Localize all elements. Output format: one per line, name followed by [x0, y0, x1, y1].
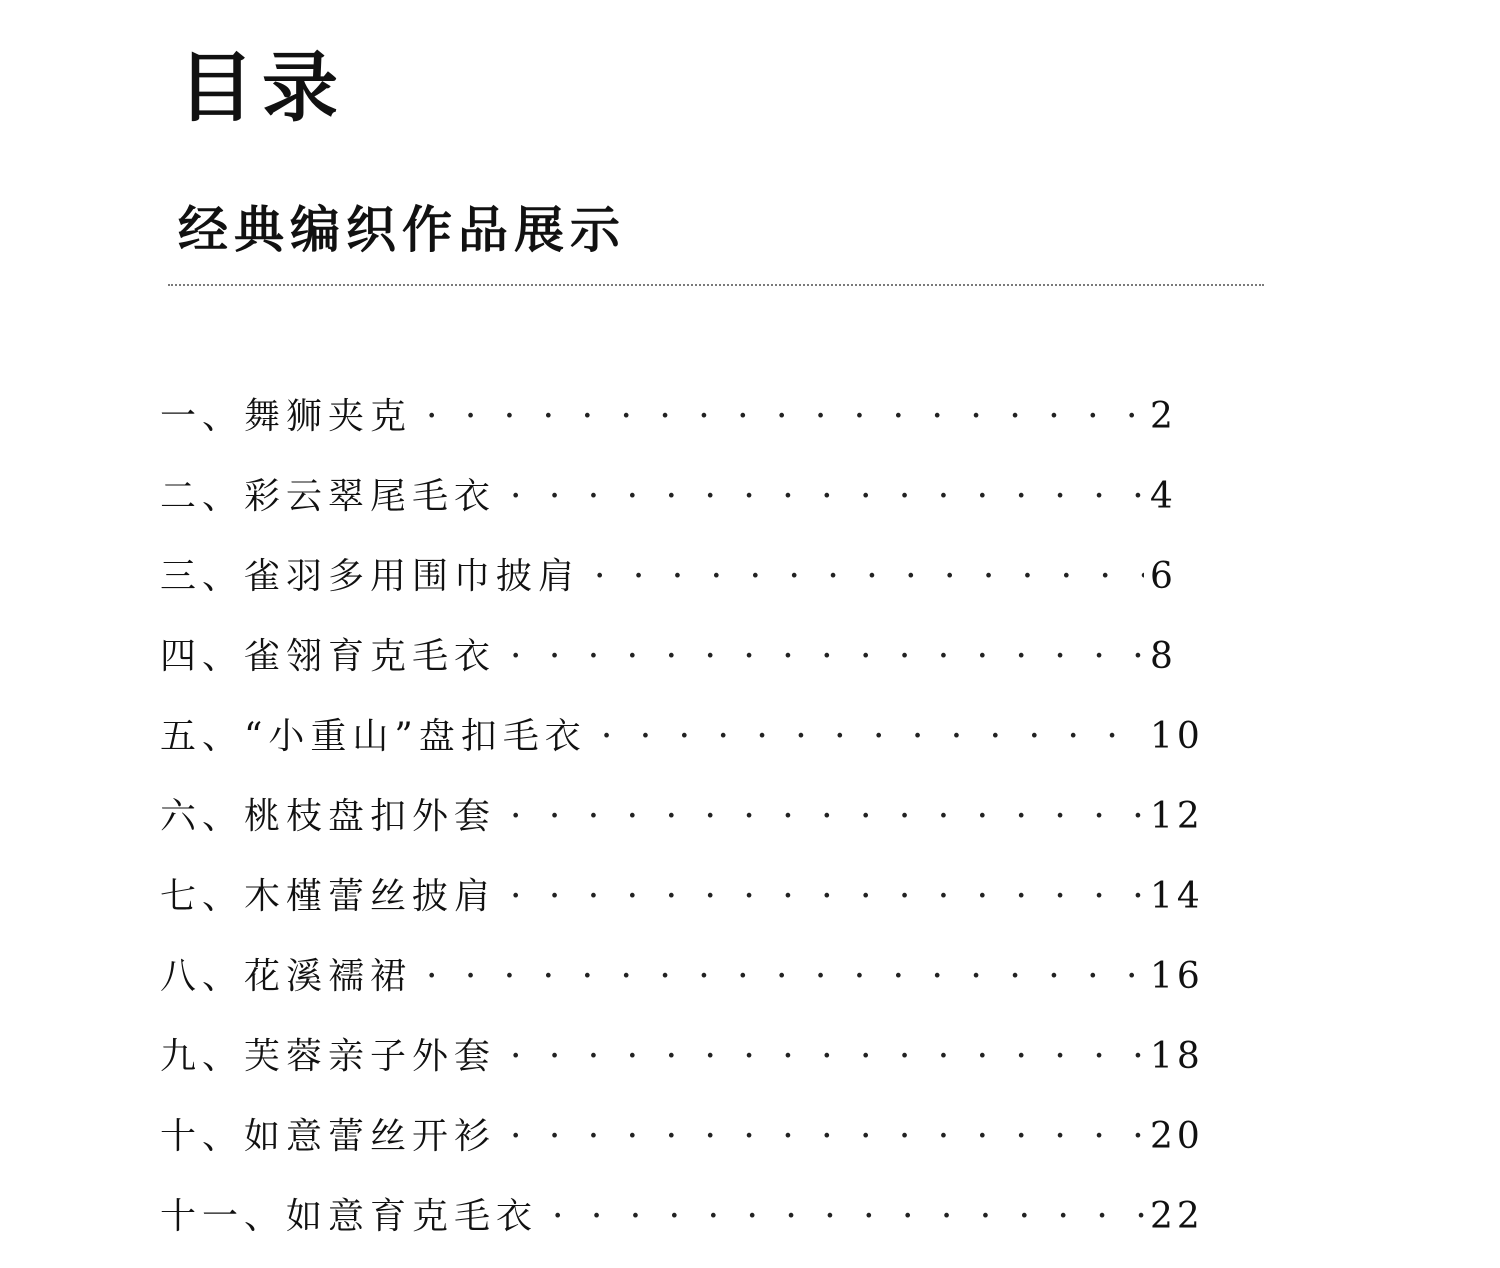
toc-entry[interactable]	[160, 868, 1220, 948]
toc-entry-page: 16	[1150, 956, 1204, 997]
dot-leader	[510, 476, 1144, 517]
toc-entry[interactable]	[160, 948, 1220, 1028]
toc-entry-title: 一、舞狮夹克	[160, 396, 413, 437]
toc-entry-title: 四、雀翎育克毛衣	[160, 636, 497, 677]
dot-leader	[426, 956, 1144, 997]
section-divider	[168, 284, 1264, 286]
toc-entry-page: 6	[1150, 556, 1177, 597]
toc-entry-page: 10	[1150, 716, 1204, 757]
toc-entry-page: 2	[1150, 396, 1177, 437]
toc-entry[interactable]	[160, 788, 1220, 868]
toc-entry-page: 18	[1150, 1036, 1204, 1077]
dot-leader	[510, 1116, 1144, 1157]
dot-leader	[510, 796, 1144, 837]
toc-entry-title: 十、如意蕾丝开衫	[160, 1116, 497, 1157]
toc-entry[interactable]	[160, 1188, 1220, 1268]
page-title: 目录	[178, 43, 346, 132]
toc-entry[interactable]	[160, 628, 1220, 708]
toc-entry-page: 4	[1150, 476, 1177, 517]
dot-leader	[426, 396, 1144, 437]
toc-entry-title: 十一、如意育克毛衣	[160, 1196, 539, 1237]
toc-entry-page: 14	[1150, 876, 1204, 917]
dot-leader	[510, 636, 1144, 677]
toc-entry-page: 8	[1150, 636, 1177, 677]
dot-leader	[552, 1196, 1144, 1237]
toc-entry-title: 七、木槿蕾丝披肩	[160, 876, 497, 917]
toc-entry-title: 九、芙蓉亲子外套	[160, 1036, 497, 1077]
toc-entry-title: 三、雀羽多用围巾披肩	[160, 556, 581, 597]
toc-entry-page: 12	[1150, 796, 1204, 837]
dot-leader	[510, 876, 1144, 917]
toc-entry-title: 五、“小重山”盘扣毛衣	[160, 716, 587, 757]
toc-entry[interactable]	[160, 1028, 1220, 1108]
toc-entry[interactable]	[160, 1108, 1220, 1188]
toc-entry[interactable]	[160, 708, 1220, 788]
toc-entry-title: 六、桃枝盘扣外套	[160, 796, 497, 837]
toc-entry-page: 20	[1150, 1116, 1204, 1157]
table-of-contents	[160, 388, 1220, 1268]
toc-entry-title: 八、花溪襦裙	[160, 956, 413, 997]
toc-entry-page: 22	[1150, 1196, 1204, 1237]
toc-entry[interactable]	[160, 548, 1220, 628]
toc-entry-title: 二、彩云翠尾毛衣	[160, 476, 497, 517]
toc-entry[interactable]	[160, 388, 1220, 468]
dot-leader	[510, 1036, 1144, 1077]
dot-leader	[594, 556, 1144, 597]
toc-entry[interactable]	[160, 468, 1220, 548]
dot-leader	[601, 716, 1144, 757]
section-title: 经典编织作品展示	[178, 200, 626, 259]
